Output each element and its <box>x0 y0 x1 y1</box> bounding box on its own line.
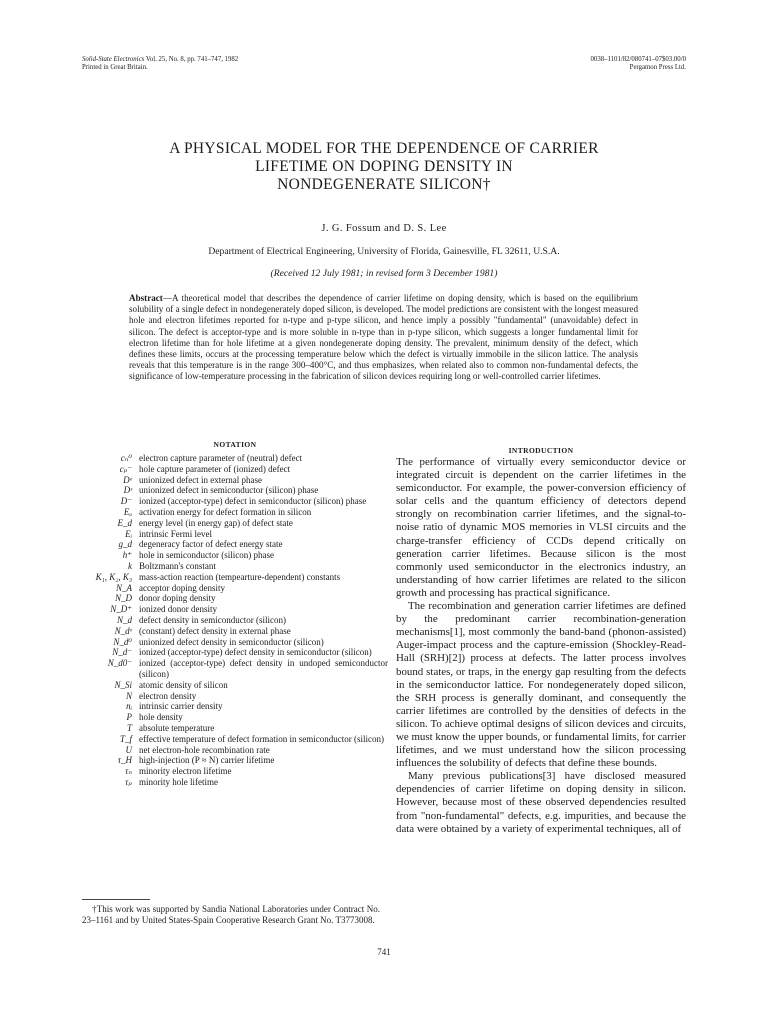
notation-symbol: N_d0⁻ <box>107 658 132 669</box>
notation-item <box>82 496 388 507</box>
notation-item <box>82 550 388 561</box>
page-number: 741 <box>377 947 391 957</box>
notation-symbol: N_dᵉ <box>114 625 132 636</box>
notation-item <box>82 475 388 486</box>
notation-item <box>82 453 388 464</box>
notation-item <box>82 539 388 550</box>
footnote-divider <box>82 899 150 900</box>
notation-item <box>82 680 388 691</box>
notation-symbol: N <box>125 690 132 701</box>
notation-heading: NOTATION <box>213 440 257 449</box>
notation-definition: (constant) defect density in external phase <box>139 625 291 636</box>
notation-symbol: N_d⁻ <box>112 647 132 658</box>
introduction-body <box>396 456 686 836</box>
notation-symbol: cₙ⁰ <box>120 453 132 463</box>
printed-in: Printed in Great Britain. <box>82 64 148 71</box>
notation-definition: effective temperature of defect formation in semiconductor (silicon) <box>139 733 384 744</box>
notation-definition: intrinsic Fermi level <box>139 528 212 539</box>
authors: J. G. Fossum and D. S. Lee <box>321 223 447 234</box>
notation-symbol: N_A <box>115 582 132 593</box>
notation-item <box>82 572 388 583</box>
abstract-text: —A theoretical model that describes the dependence of carrier lifetime on doping density, which is based on the equilibrium solubility of a single defect in nondegenerately doped silicon, is developed. The model predictions are consistent with the longest measured hole and electron lifetimes reported for n-type and p-type silicon, and hence imply a possibly "fundamental" (unavoidable) defect in silicon. The defect is acceptor-type and is more soluble in n-type than in p-type silicon, which suggests a longer fundamental limit for electron lifetime than for hole lifetime at a given nondegenerate doping density. The prevalent, minimum density of the defect, which defines these limits, occurs at the processing temperature below which the defect is virtually immobile in the silicon lattice. The analysis reveals that this temperature is in the range 300–400°C, and thus emphasizes, when related also to common non-fundamental defects, the significance of low-temperature processing in the fabrication of silicon devices requiring long or well-controlled carrier lifetimes. <box>129 293 638 382</box>
notation-definition: hole capture parameter of (ionized) defect <box>139 463 291 474</box>
notation-item <box>82 755 388 766</box>
title-line: A PHYSICAL MODEL FOR THE DEPENDENCE OF CARRIER <box>169 140 599 157</box>
notation-definition: acceptor doping density <box>139 582 225 593</box>
notation-item <box>82 647 388 658</box>
notation-definition: unionized defect in external phase <box>139 474 262 485</box>
notation-item <box>82 766 388 777</box>
notation-symbol: g_d <box>118 539 132 550</box>
notation-definition: high-injection (P ≈ N) carrier lifetime <box>139 755 275 766</box>
article-code: 0038–1101/82/080741–07$03.00/0 <box>590 56 686 63</box>
notation-item <box>82 712 388 723</box>
notation-item <box>82 658 388 680</box>
affiliation: Department of Electrical Engineering, University of Florida, Gainesville, FL 32611, U.S.A. <box>208 246 560 257</box>
notation-item <box>82 615 388 626</box>
paragraph: Many previous publications[3] have disclosed measured dependencies of carrier lifetime on doping density in silicon. However, because most of these observed dependencies resulted from "non-fundamental" defects, e.g. impurities, and because the data were obtained by a variety of experimental techniques, all of <box>396 770 686 835</box>
notation-symbol: N_D <box>114 593 132 604</box>
notation-item <box>82 561 388 572</box>
notation-symbol: N_Si <box>114 679 132 690</box>
notation-definition: unionized defect density in semiconductor (silicon) <box>139 636 324 647</box>
notation-definition: ionized donor density <box>139 604 217 615</box>
title-line: LIFETIME ON DOPING DENSITY IN <box>255 158 513 175</box>
notation-item <box>82 604 388 615</box>
notation-symbol: T_f <box>119 733 132 744</box>
notation-item <box>82 691 388 702</box>
notation-definition: hole density <box>139 712 183 723</box>
notation-definition: ionized (acceptor-type) defect density in undoped semiconductor (silicon) <box>139 658 388 679</box>
notation-item <box>82 464 388 475</box>
footnote: †This work was supported by Sandia National Laboratories under Contract No. 23–1161 and by United States-Spain Cooperative Research Grant No. T3773008. <box>82 904 380 925</box>
running-header-right <box>591 56 686 72</box>
notation-item <box>82 723 388 734</box>
journal-issue: Vol. 25, No. 8, pp. 741–747, 1982 <box>145 56 239 63</box>
notation-definition: minority hole lifetime <box>139 776 218 787</box>
notation-item <box>82 529 388 540</box>
notation-definition: hole in semiconductor (silicon) phase <box>139 550 274 561</box>
notation-item <box>82 701 388 712</box>
notation-definition: ionized (acceptor-type) defect density in semiconductor (silicon) <box>139 647 372 658</box>
notation-definition: activation energy for defect formation in silicon <box>139 506 312 517</box>
notation-item <box>82 626 388 637</box>
publisher: Pergamon Press Ltd. <box>629 64 686 71</box>
notation-symbol: D⁻ <box>120 496 132 507</box>
notation-item <box>82 583 388 594</box>
notation-definition: defect density in semiconductor (silicon) <box>139 614 286 625</box>
notation-definition: ionized (acceptor-type) defect in semiconductor (silicon) phase <box>139 496 367 507</box>
notation-symbol: K₁, K₂, K₃ <box>95 571 132 582</box>
notation-definition: intrinsic carrier density <box>139 701 223 712</box>
notation-symbol: τ_H <box>117 755 132 766</box>
notation-symbol: Dᵉ <box>123 474 132 485</box>
introduction-heading: INTRODUCTION <box>508 446 574 455</box>
notation-item <box>82 593 388 604</box>
notation-item <box>82 518 388 529</box>
notation-symbol: N_d⁰ <box>113 636 132 647</box>
notation-definition: degeneracy factor of defect energy state <box>139 539 283 550</box>
notation-definition: net electron-hole recombination rate <box>139 744 270 755</box>
notation-item <box>82 637 388 648</box>
notation-definition: atomic density of silicon <box>139 679 228 690</box>
notation-symbol: nᵢ <box>126 701 132 712</box>
notation-item <box>82 734 388 745</box>
notation-item <box>82 745 388 756</box>
notation-symbol: τₙ <box>125 766 132 777</box>
paragraph: The recombination and generation carrier lifetimes are defined by the predominant carrier recombination-generation mechanisms[1], most commonly the band-band (phonon-assisted) Auger-impact process and the capture-emission (Shockley-Read-Hall (SRH)[2]) process at defects. The latter process involves bound states, or traps, in the energy gap resulting from the defects in the semiconductor lattice. For nondegenerately doped silicon, the SRH process is generally dominant, and consequently the carrier lifetimes are controlled by the densities of defects in the silicon. To achieve optimal designs of silicon devices and circuits, we must know the upper bounds, or fundamental limits, for carrier lifetimes, and we must understand how the silicon processing influences the solubility of defects that define these bounds. <box>396 600 686 770</box>
notation-definition: mass-action reaction (tempearture-dependent) constants <box>139 571 341 582</box>
notation-item <box>82 507 388 518</box>
notation-symbol: Dˢ <box>123 485 132 496</box>
notation-definition: unionized defect in semiconductor (silicon) phase <box>139 485 319 496</box>
notation-definition: minority electron lifetime <box>139 766 232 777</box>
journal-name: Solid-State Electronics <box>82 56 145 63</box>
paragraph: The performance of virtually every semiconductor device or integrated circuit is dependent on the carrier lifetimes in the semiconductor. For example, the power-conversion efficiency of solar cells and the quantum efficiency of detectors depend strongly on recombination carrier lifetimes, and the signal-to-noise ratio of dynamic MOS memories in VLSI circuits and the charge-transfer efficiency of CCDs depend critically on generation carrier lifetimes. Because silicon is the most commonly used semiconductor in the electronics industry, an understanding of how carrier lifetimes are related to the silicon growth and processing has practical significance. <box>396 456 686 599</box>
notation-definition: absolute temperature <box>139 722 215 733</box>
notation-definition: donor doping density <box>139 593 216 604</box>
notation-symbol: E_d <box>117 517 132 528</box>
notation-definition: electron density <box>139 690 197 701</box>
notation-symbol: cₚ⁻ <box>119 463 132 474</box>
notation-symbol: U <box>125 744 132 755</box>
notation-symbol: τₚ <box>125 776 132 787</box>
notation-symbol: N_d <box>116 614 132 625</box>
notation-symbol: T <box>126 722 132 733</box>
title-line: NONDEGENERATE SILICON† <box>277 176 491 193</box>
notation-symbol: N_D⁺ <box>110 604 132 615</box>
abstract <box>129 293 638 383</box>
notation-item <box>82 777 388 788</box>
notation-list <box>82 453 388 788</box>
notation-symbol: Eₐ <box>123 506 132 517</box>
notation-definition: energy level (in energy gap) of defect state <box>139 517 293 528</box>
abstract-keyword: Abstract <box>129 293 163 303</box>
paper-title <box>100 140 668 194</box>
notation-symbol: k <box>128 560 132 571</box>
notation-symbol: h⁺ <box>122 550 132 561</box>
received-dates: (Received 12 July 1981; in revised form 3 December 1981) <box>270 268 498 279</box>
running-header-left <box>82 56 238 72</box>
notation-symbol: P <box>126 712 132 723</box>
notation-definition: electron capture parameter of (neutral) defect <box>139 453 303 463</box>
notation-symbol: Eᵢ <box>125 528 132 539</box>
notation-definition: Boltzmann's constant <box>139 560 216 571</box>
notation-item <box>82 485 388 496</box>
